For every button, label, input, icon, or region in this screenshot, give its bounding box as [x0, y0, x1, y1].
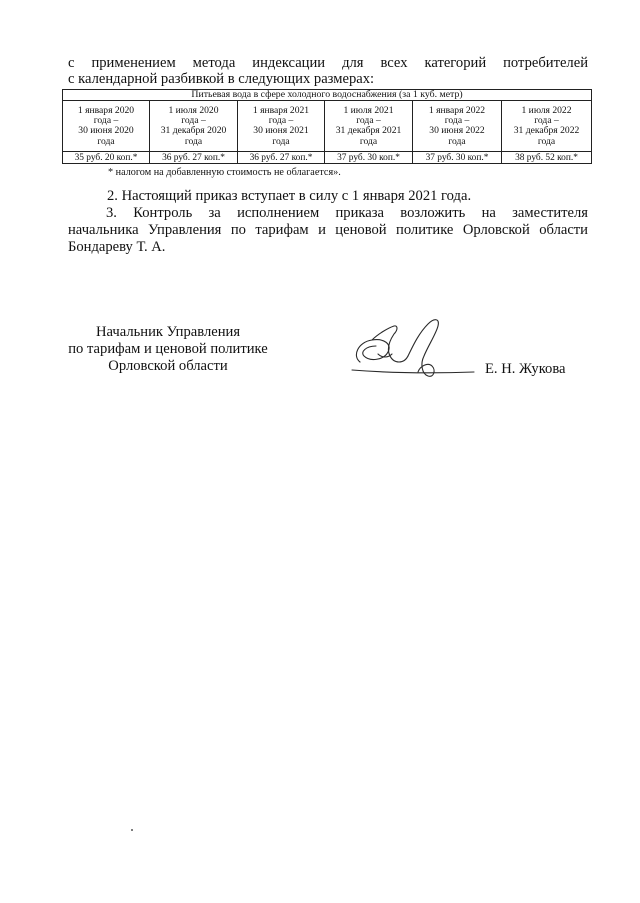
period-cell: 1 января 2022 года – 30 июня 2022 года	[413, 101, 502, 152]
table-prices-row	[63, 152, 592, 164]
price-cell: 37 руб. 30 коп.*	[413, 152, 502, 164]
table-header-cell: Питьевая вода в сфере холодного водоснабжения (за 1 куб. метр)	[63, 90, 592, 101]
signatory-title: Начальник Управления по тарифам и ценовой политике Орловской области	[68, 324, 268, 374]
paragraph-control-line2: начальника Управления по тарифам и ценовой политике Орловской области	[68, 222, 588, 238]
period-cell: 1 июля 2021 года – 31 декабря 2021 года	[325, 101, 413, 152]
scan-speck	[131, 829, 133, 831]
signatory-name: Е. Н. Жукова	[485, 361, 566, 377]
paragraph-control-line3: Бондареву Т. А.	[68, 239, 166, 255]
period-cell: 1 января 2020 года – 30 июня 2020 года	[63, 101, 150, 152]
paragraph-effective-date: 2. Настоящий приказ вступает в силу с 1 января 2021 года.	[107, 188, 472, 204]
tariff-table	[62, 89, 592, 164]
table-header-row	[63, 90, 592, 101]
price-cell: 38 руб. 52 коп.*	[502, 152, 592, 164]
price-cell: 36 руб. 27 коп.*	[238, 152, 325, 164]
paragraph-control-line1: 3. Контроль за исполнением приказа возложить на заместителя	[106, 205, 588, 221]
price-cell: 35 руб. 20 коп.*	[63, 152, 150, 164]
vat-footnote: * налогом на добавленную стоимость не облагается».	[108, 167, 341, 178]
paragraph-control	[68, 205, 588, 256]
intro-text-line1: с применением метода индексации для всех категорий потребителей	[68, 55, 588, 71]
period-cell: 1 июля 2020 года – 31 декабря 2020 года	[150, 101, 238, 152]
intro-text-line2: с календарной разбивкой в следующих размерах:	[68, 71, 375, 87]
period-cell: 1 июля 2022 года – 31 декабря 2022 года	[502, 101, 592, 152]
price-cell: 36 руб. 27 коп.*	[150, 152, 238, 164]
handwritten-signature	[348, 312, 478, 388]
table-periods-row	[63, 101, 592, 152]
price-cell: 37 руб. 30 коп.*	[325, 152, 413, 164]
period-cell: 1 января 2021 года – 30 июня 2021 года	[238, 101, 325, 152]
